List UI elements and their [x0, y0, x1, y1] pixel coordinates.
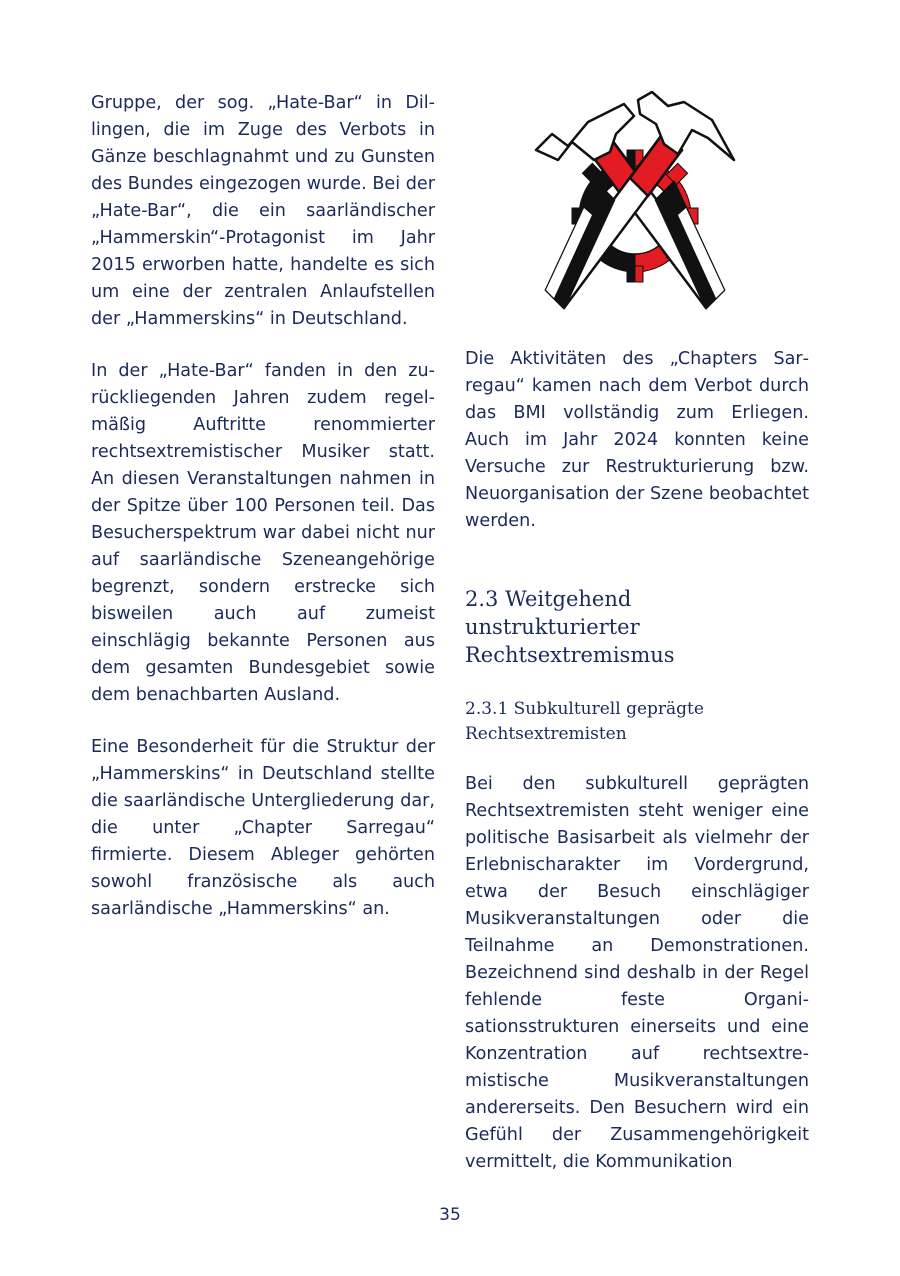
- crossed-hammers-cogwheel-logo: [528, 90, 742, 322]
- left-column: [91, 90, 435, 948]
- body-paragraph: Gruppe, der sog. „Hate-Bar“ in Dillingen, die im Zuge des Verbots in Gänze beschlagnahmt und zu Gunsten des Bundes eingezogen wurde. Bei der „Hate-Bar“, die ein saarländischer „Hammerskin“-Protagonist im Jahr 2015 erworben hatte, handelte es sich um eine der zentralen Anlaufstellen der „Hammerskins“ in Deutschland.: [91, 93, 435, 329]
- body-paragraph: In der „Hate-Bar“ fanden in den zurückliegenden Jahren zudem regelmäßig Auftritte renommierter rechtsextremistischer Musiker statt. An diesen Veranstaltungen nahmen in der Spitze über 100 Personen teil. Das Besucherspektrum war dabei nicht nur auf saarländische Szeneangehörige begrenzt, sondern erstrecke sich bisweilen auch auf zumeist einschlägig bekannte Personen aus dem gesamten Bundesgebiet sowie dem benachbarten Ausland.: [91, 361, 435, 705]
- right-column: [465, 346, 809, 1201]
- subsection-heading: 2.3.1 Subkulturell geprägte Rechtsextremisten: [465, 699, 704, 744]
- body-paragraph: Eine Besonderheit für die Struktur der „Hammerskins“ in Deutschland stellte die saarländische Untergliederung dar, die unter „Chapter Sarregau“ firmierte. Diesem Ableger gehörten sowohl französische als auch saarländische „Hammerskins“ an.: [91, 737, 435, 919]
- body-paragraph: Bei den subkulturell geprägten Rechtsextremisten steht weniger eine politische Basisarbeit als vielmehr der Erlebnischarakter im Vordergrund, etwa der Besuch einschlägiger Musikveranstaltungen oder die Teilnahme an Demonstrationen. Bezeichnend sind deshalb in der Regel fehlende feste Organisationsstrukturen einerseits und eine Konzentration auf rechtsextremistische Musikveranstaltungen andererseits. Den Besuchern wird ein Gefühl der Zusammengehörigkeit vermittelt, die Kommunikation: [465, 774, 809, 1172]
- page-number: 35: [439, 1205, 461, 1225]
- body-paragraph: Die Aktivitäten des „Chapters Sarregau“ kamen nach dem Verbot durch das BMI vollständig zum Erliegen. Auch im Jahr 2024 konnten keine Versuche zur Restrukturierung bzw. Neuorganisation der Szene beobachtet werden.: [465, 349, 809, 531]
- section-heading: 2.3 Weitgehend unstrukturierter Rechtsextremismus: [465, 587, 675, 667]
